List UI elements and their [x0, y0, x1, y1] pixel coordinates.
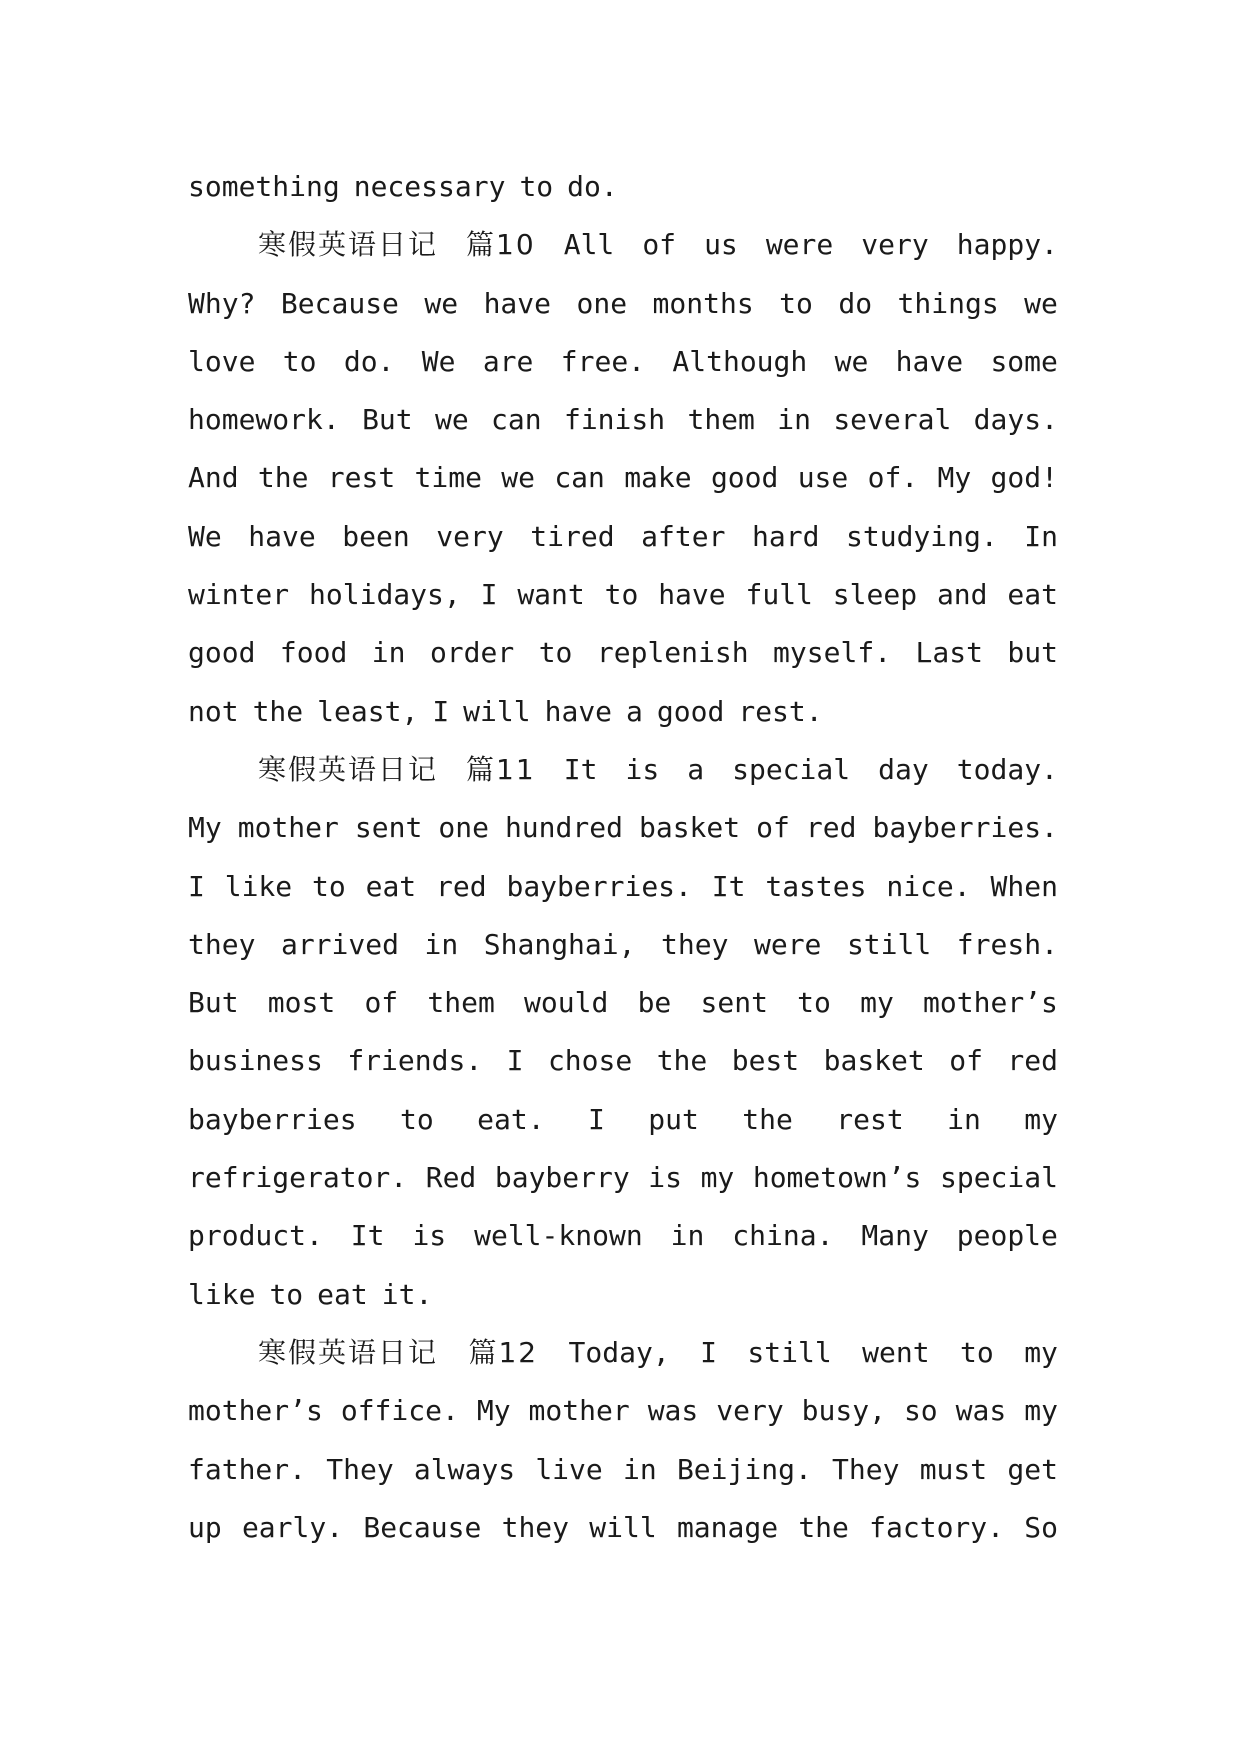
word: them [427, 986, 495, 1020]
word: manage [676, 1510, 779, 1544]
word: rest [327, 461, 396, 495]
word: use [797, 461, 849, 495]
word: put [648, 1102, 699, 1136]
word: eat [317, 1277, 368, 1311]
word: some [990, 344, 1058, 378]
text-line [188, 1032, 1058, 1090]
word: father. [188, 1452, 307, 1486]
word: 寒假英语日记 [258, 752, 439, 786]
word: time [414, 461, 482, 495]
word: and [936, 578, 988, 612]
word: we [1024, 286, 1058, 320]
word: Beijing. [676, 1452, 812, 1486]
word: It [350, 1219, 385, 1253]
text-line [188, 1266, 1058, 1324]
word: holidays, [309, 578, 461, 612]
word: full [745, 578, 813, 612]
word: in [424, 927, 459, 961]
text-line [188, 683, 1058, 741]
word: of [642, 228, 677, 262]
word: mother [237, 811, 339, 845]
text-line [188, 333, 1058, 391]
word: in [777, 403, 811, 437]
word: 寒假英语日记 [258, 228, 439, 262]
word: they [188, 927, 256, 961]
word: do. [343, 344, 395, 378]
word: tastes [765, 869, 867, 903]
word: studying. [846, 519, 998, 553]
word: we [424, 286, 459, 320]
word: I [588, 1102, 605, 1136]
word: finish [563, 403, 666, 437]
text-line [188, 1499, 1058, 1557]
word: was [955, 1394, 1007, 1428]
word: my [1024, 1394, 1058, 1428]
word: were [765, 228, 834, 262]
word: factory. [869, 1510, 1004, 1544]
word: always [413, 1452, 516, 1486]
word: my [700, 1161, 735, 1195]
word: the [257, 461, 309, 495]
word: My [937, 461, 972, 495]
word: love [188, 344, 256, 378]
text-line [188, 508, 1058, 566]
word: I [506, 1044, 524, 1078]
word: people [956, 1219, 1058, 1253]
word: want [517, 578, 585, 612]
word: day [878, 752, 929, 786]
word: they [661, 927, 729, 961]
word: will [589, 1510, 657, 1544]
word: so [903, 1394, 938, 1428]
word: have [483, 286, 552, 320]
word: do. [567, 170, 618, 203]
word: red [1007, 1044, 1058, 1078]
word: a [687, 752, 705, 786]
word: several [833, 403, 952, 437]
word: to [604, 578, 639, 612]
word: like [224, 869, 293, 903]
word: So [1024, 1510, 1058, 1544]
word: My [188, 811, 222, 845]
word: I [432, 694, 450, 728]
word: Shanghai, [483, 927, 636, 961]
word: make [624, 461, 692, 495]
word: to [538, 636, 573, 670]
word: to [960, 1335, 994, 1369]
word: went [862, 1335, 930, 1369]
word: Red [425, 1161, 477, 1195]
word: my [1024, 1335, 1058, 1369]
word: 篇12 [468, 1335, 539, 1369]
word: basket [823, 1044, 925, 1078]
word: sent [354, 811, 423, 845]
word: It [711, 869, 746, 903]
word: I [480, 578, 498, 612]
word: I [700, 1335, 717, 1369]
word: to [519, 170, 554, 203]
word: can [491, 403, 542, 437]
text-line [188, 624, 1058, 682]
word: months [652, 286, 754, 320]
word: rest. [738, 694, 823, 728]
text-line [188, 799, 1058, 857]
word: in [670, 1219, 705, 1253]
word: to [282, 344, 317, 378]
word: When [990, 869, 1058, 903]
word: god! [990, 461, 1058, 495]
word: a [626, 694, 643, 728]
word: were [753, 927, 822, 961]
word: of [756, 811, 790, 845]
word: must [919, 1452, 988, 1486]
word: free. [560, 344, 646, 378]
word: chose [547, 1044, 633, 1078]
word: But [188, 986, 239, 1020]
word: But [362, 403, 413, 437]
word: hard [752, 519, 820, 553]
word: one [438, 811, 489, 845]
word: they [501, 1510, 570, 1544]
word: myself. [773, 636, 892, 670]
word: basket [638, 811, 741, 845]
word: office. [340, 1394, 459, 1428]
word: would [524, 986, 609, 1020]
word: eat [365, 869, 417, 903]
word: have [658, 578, 726, 612]
word: in [622, 1452, 657, 1486]
word: least, [317, 694, 419, 728]
word: to [312, 869, 346, 903]
word: 篇11 [466, 752, 536, 786]
word: Why? [188, 286, 256, 320]
word: Although [672, 344, 808, 378]
word: We [421, 344, 456, 378]
word: They [326, 1452, 394, 1486]
word: bayberries. [872, 811, 1058, 845]
text-line [188, 1149, 1058, 1207]
word: bayberries [188, 1102, 357, 1136]
word: In [1024, 519, 1058, 553]
word: I [188, 869, 205, 903]
word: And [188, 461, 239, 495]
word: friends. [347, 1044, 483, 1078]
word: mother [528, 1394, 630, 1428]
word: bayberry [494, 1161, 630, 1195]
word: happy. [956, 228, 1058, 262]
word: of [949, 1044, 983, 1078]
word: sleep [832, 578, 918, 612]
text-line [188, 858, 1058, 916]
word: of. [867, 461, 919, 495]
word: we [834, 344, 869, 378]
word: still [747, 1335, 832, 1369]
word: It [563, 752, 598, 786]
word: but [1007, 636, 1058, 670]
word: something [188, 170, 340, 203]
word: the [742, 1102, 793, 1136]
word: have [895, 344, 964, 378]
word: still [846, 927, 932, 961]
word: to [779, 286, 813, 320]
word: hometown’s [752, 1161, 922, 1195]
text-line [188, 566, 1058, 624]
word: sent [700, 986, 768, 1020]
text-line [188, 449, 1058, 507]
word: best [731, 1044, 800, 1078]
text-line [188, 1207, 1058, 1265]
word: is [625, 752, 660, 786]
text-line [188, 275, 1058, 333]
word: we [434, 403, 469, 437]
word: do [838, 286, 873, 320]
word: will [463, 694, 531, 728]
word: Because [363, 1510, 482, 1544]
word: red [436, 869, 487, 903]
word: we [501, 461, 535, 495]
text-line [188, 1441, 1058, 1499]
word: Because [280, 286, 399, 320]
word: of [364, 986, 399, 1020]
word: order [429, 636, 515, 670]
word: have [544, 694, 613, 728]
word: them [687, 403, 755, 437]
word: 篇10 [466, 228, 536, 262]
word: mother’s [188, 1394, 323, 1428]
word: us [704, 228, 738, 262]
text-line [188, 1382, 1058, 1440]
word: are [482, 344, 534, 378]
word: to [269, 1277, 304, 1311]
word: bayberries. [506, 869, 692, 903]
text-line [188, 916, 1058, 974]
word: to [797, 986, 831, 1020]
word: good [188, 636, 256, 670]
section-heading-line [188, 1324, 1058, 1382]
word: eat [1007, 578, 1058, 612]
word: very [436, 519, 504, 553]
word: most [267, 986, 336, 1020]
word: my [1024, 1102, 1058, 1136]
word: winter [188, 578, 290, 612]
word: days. [973, 403, 1058, 437]
word: is [648, 1161, 682, 1195]
word: business [188, 1044, 323, 1078]
word: fresh. [956, 927, 1058, 961]
word: special [732, 752, 851, 786]
word: arrived [280, 927, 399, 961]
word: early. [241, 1510, 344, 1544]
word: homework. [188, 403, 340, 437]
section-heading-line [188, 216, 1058, 274]
word: good [710, 461, 779, 495]
word: They [832, 1452, 900, 1486]
word: special [939, 1161, 1058, 1195]
word: well-known [474, 1219, 643, 1253]
word: today. [956, 752, 1058, 786]
word: like [188, 1277, 256, 1311]
word: up [188, 1510, 222, 1544]
word: china. [732, 1219, 834, 1253]
text-line [188, 158, 1058, 216]
word: Many [861, 1219, 929, 1253]
word: it. [381, 1277, 433, 1311]
word: the [252, 694, 304, 728]
word: very [716, 1394, 784, 1428]
text-line [188, 1091, 1058, 1149]
word: was [647, 1394, 699, 1428]
text-line [188, 974, 1058, 1032]
word: refrigerator. [188, 1161, 408, 1195]
word: good [656, 694, 725, 728]
word: one [576, 286, 628, 320]
word: red [805, 811, 857, 845]
word: necessary [353, 170, 506, 203]
word: We [188, 519, 222, 553]
section-heading-line [188, 741, 1058, 799]
word: Last [915, 636, 983, 670]
word: mother’s [923, 986, 1058, 1020]
word: can [554, 461, 605, 495]
word: All [563, 228, 615, 262]
word: after [641, 519, 726, 553]
word: have [248, 519, 316, 553]
word: is [412, 1219, 447, 1253]
word: My [476, 1394, 511, 1428]
text-line [188, 391, 1058, 449]
word: product. [188, 1219, 323, 1253]
word: things [897, 286, 999, 320]
word: tired [530, 519, 615, 553]
word: very [861, 228, 929, 262]
word: my [860, 986, 894, 1020]
word: hundred [504, 811, 623, 845]
word: in [371, 636, 406, 670]
word: rest [836, 1102, 904, 1136]
word: live [535, 1452, 603, 1486]
word: food [279, 636, 348, 670]
word: busy, [801, 1394, 886, 1428]
word: in [947, 1102, 981, 1136]
word: to [400, 1102, 434, 1136]
word: Today, [568, 1335, 670, 1369]
word: get [1007, 1452, 1058, 1486]
word: the [798, 1510, 849, 1544]
word: 寒假英语日记 [258, 1335, 439, 1369]
word: replenish [596, 636, 749, 670]
word: been [342, 519, 410, 553]
word: be [637, 986, 672, 1020]
document-body [188, 158, 1058, 1557]
word: the [656, 1044, 708, 1078]
word: not [188, 694, 239, 728]
word: eat. [477, 1102, 545, 1136]
word: nice. [886, 869, 971, 903]
